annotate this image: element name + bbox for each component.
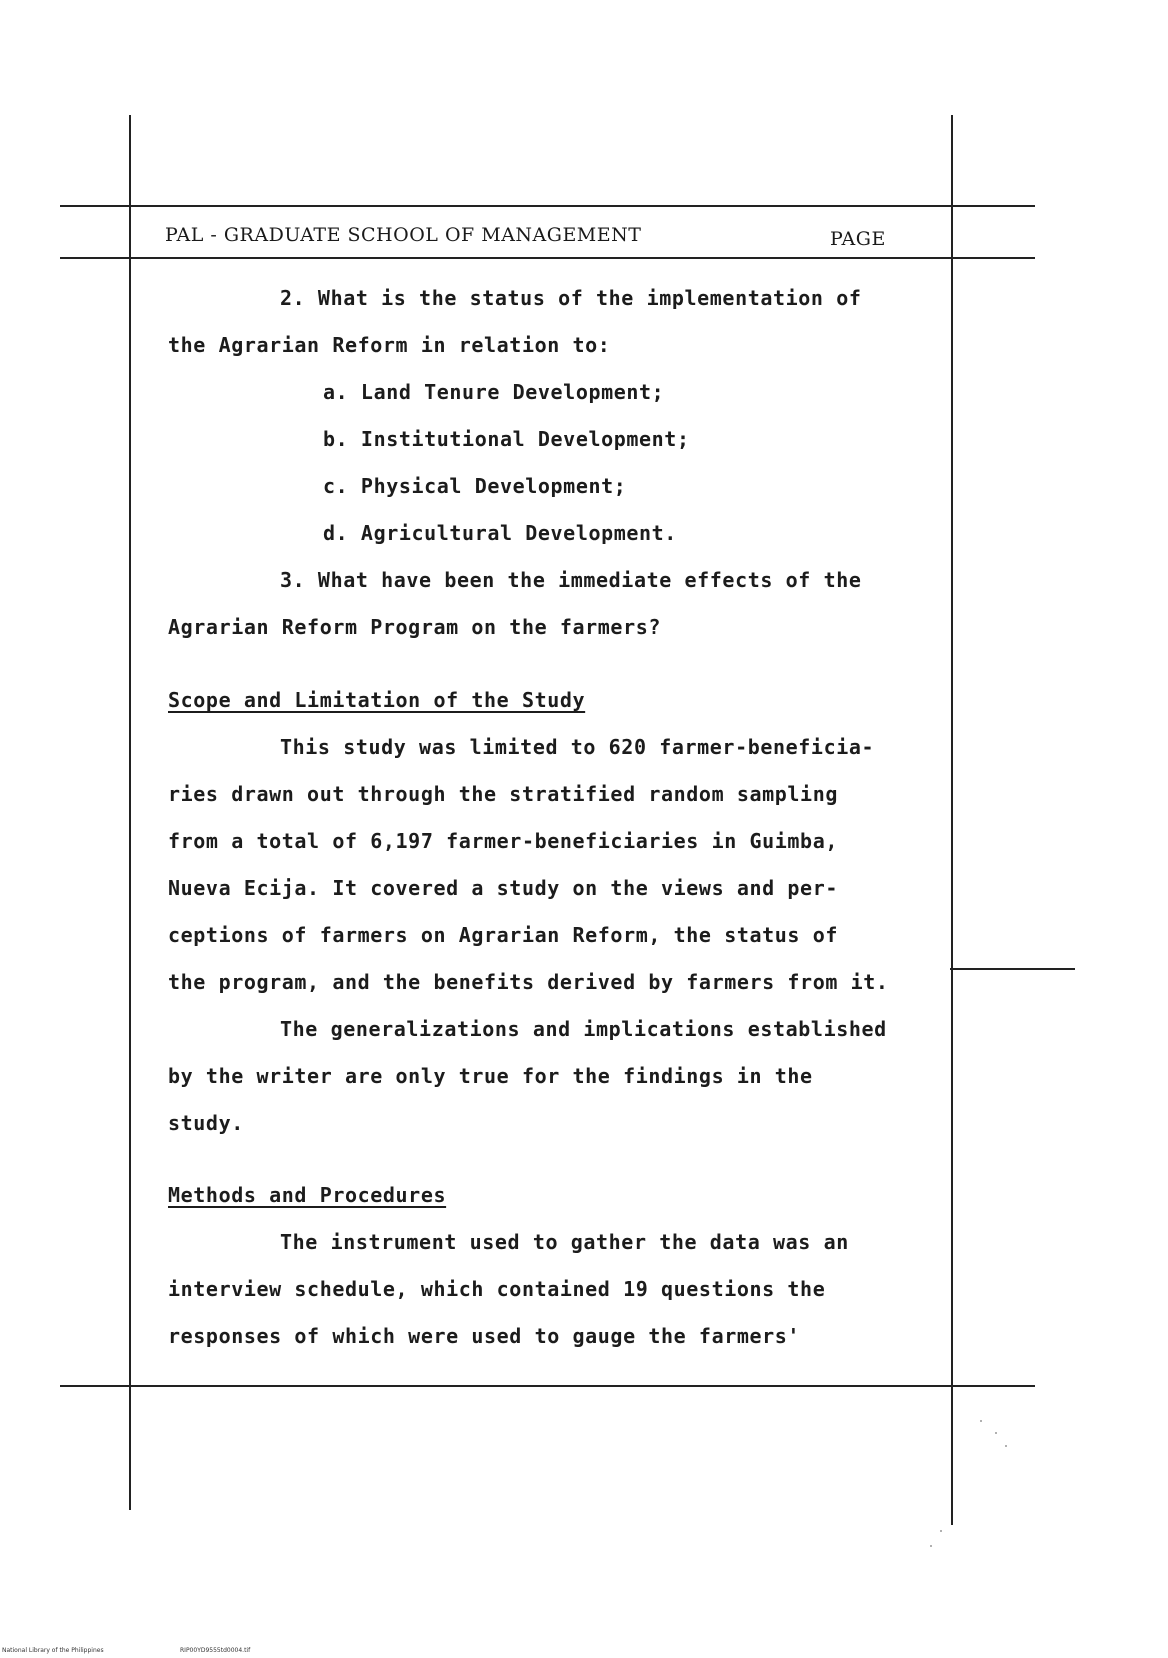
- right-margin-rule: [951, 115, 953, 1525]
- footer-library: National Library of the Philippines: [2, 1647, 104, 1654]
- paragraph-line: This study was limited to 620 farmer-beneficia-: [280, 735, 875, 759]
- paragraph-line: the program, and the benefits derived by farmers from it.: [168, 970, 889, 994]
- list-item: a. Land Tenure Development;: [323, 380, 665, 404]
- scan-speck: [980, 1420, 982, 1422]
- list-item: b. Institutional Development;: [323, 427, 690, 451]
- paragraph-line: ceptions of farmers on Agrarian Reform, the status of: [168, 923, 838, 947]
- side-tick-rule: [950, 968, 1075, 970]
- scan-speck: [1005, 1445, 1007, 1447]
- list-item: c. Physical Development;: [323, 474, 627, 498]
- list-item: d. Agricultural Development.: [323, 521, 677, 545]
- paragraph-line: ries drawn out through the stratified random sampling: [168, 782, 838, 806]
- left-margin-rule: [129, 115, 131, 1510]
- header-bottom-rule: [60, 257, 1035, 259]
- footer-filename: RIP00YD9555td0004.tif: [180, 1647, 251, 1654]
- methods-heading: Methods and Procedures: [168, 1183, 447, 1207]
- header-top-rule: [60, 205, 1035, 207]
- body-line: Agrarian Reform Program on the farmers?: [168, 615, 661, 639]
- bottom-rule: [60, 1385, 1035, 1387]
- body-line: 3. What have been the immediate effects of the: [280, 568, 862, 592]
- page-label: PAGE: [830, 228, 886, 250]
- scan-speck: [930, 1545, 932, 1547]
- paragraph-line: responses of which were used to gauge the farmers': [168, 1324, 801, 1348]
- institution-header: PAL - GRADUATE SCHOOL OF MANAGEMENT: [165, 224, 642, 246]
- scope-heading: Scope and Limitation of the Study: [168, 688, 586, 712]
- body-line: 2. What is the status of the implementation of: [280, 286, 862, 310]
- body-line: the Agrarian Reform in relation to:: [168, 333, 611, 357]
- scan-speck: [995, 1432, 997, 1434]
- paragraph-line: The generalizations and implications established: [280, 1017, 887, 1041]
- paragraph-line: Nueva Ecija. It covered a study on the views and per-: [168, 876, 838, 900]
- paragraph-line: The instrument used to gather the data was an: [280, 1230, 849, 1254]
- paragraph-line: by the writer are only true for the findings in the: [168, 1064, 813, 1088]
- paragraph-line: interview schedule, which contained 19 questions the: [168, 1277, 826, 1301]
- paragraph-line: from a total of 6,197 farmer-beneficiaries in Guimba,: [168, 829, 838, 853]
- scan-speck: [940, 1530, 942, 1532]
- paragraph-line: study.: [168, 1111, 244, 1135]
